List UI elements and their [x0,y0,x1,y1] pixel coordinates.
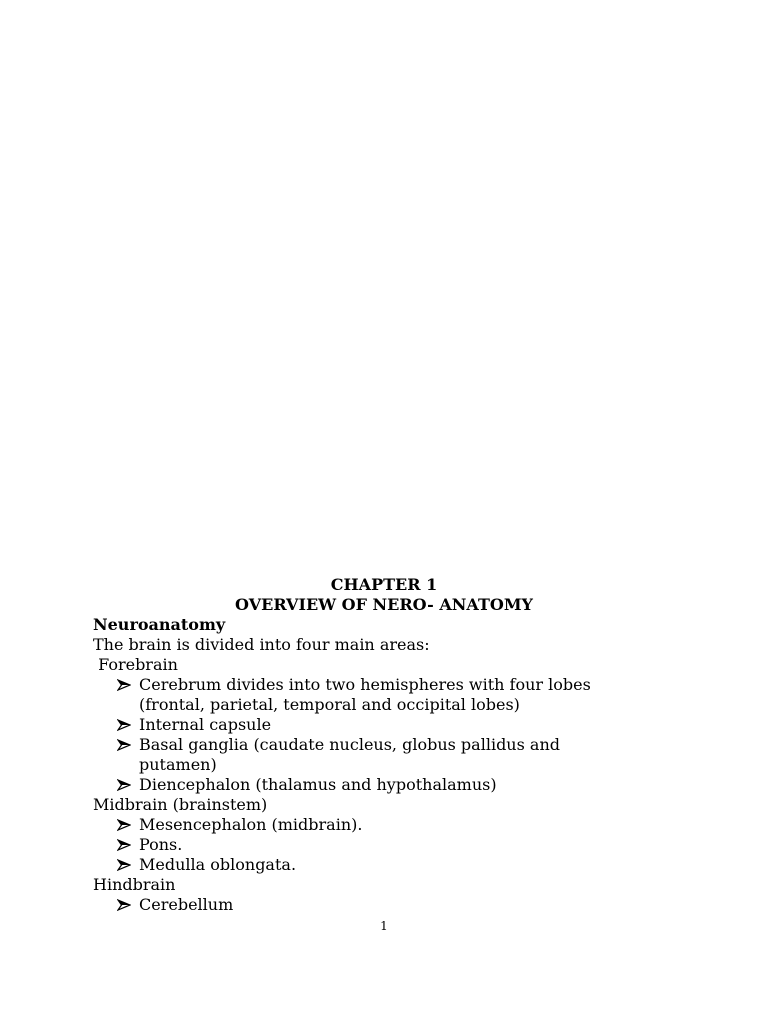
forebrain-list [93,675,693,795]
midbrain-list [93,815,693,875]
midbrain-label: Midbrain (brainstem) [93,795,268,814]
list-item: Medulla oblongata. [93,855,693,875]
list-item: Internal capsule [93,715,693,735]
arrowhead-bullet-icon [117,715,133,735]
forebrain-label: Forebrain [93,655,178,674]
page-content [93,575,693,915]
list-item: Mesencephalon (midbrain). [93,815,693,835]
chapter-label: CHAPTER 1 [330,575,438,594]
list-item: Cerebrum divides into two hemispheres with four lobes [93,675,693,695]
list-item: Diencephalon (thalamus and hypothalamus) [93,775,693,795]
hindbrain-list [93,895,693,915]
list-item-continuation: putamen) [139,755,217,774]
list-item: Basal ganglia (caudate nucleus, globus pallidus and [93,735,693,755]
intro-paragraph: The brain is divided into four main areas: [93,635,430,654]
arrowhead-bullet-icon [117,675,133,695]
chapter-title: OVERVIEW OF NERO- ANATOMY [235,595,533,614]
arrowhead-bullet-icon [117,735,133,755]
arrowhead-bullet-icon [117,815,133,835]
arrowhead-bullet-icon [117,855,133,875]
arrowhead-bullet-icon [117,835,133,855]
list-item: Cerebellum [93,895,693,915]
hindbrain-label: Hindbrain [93,875,176,894]
list-item: Pons. [93,835,693,855]
page-number: 1 [380,919,388,933]
arrowhead-bullet-icon [117,895,133,915]
list-item-continuation: (frontal, parietal, temporal and occipital lobes) [139,695,520,714]
arrowhead-bullet-icon [117,775,133,795]
section-heading: Neuroanatomy [93,615,226,634]
